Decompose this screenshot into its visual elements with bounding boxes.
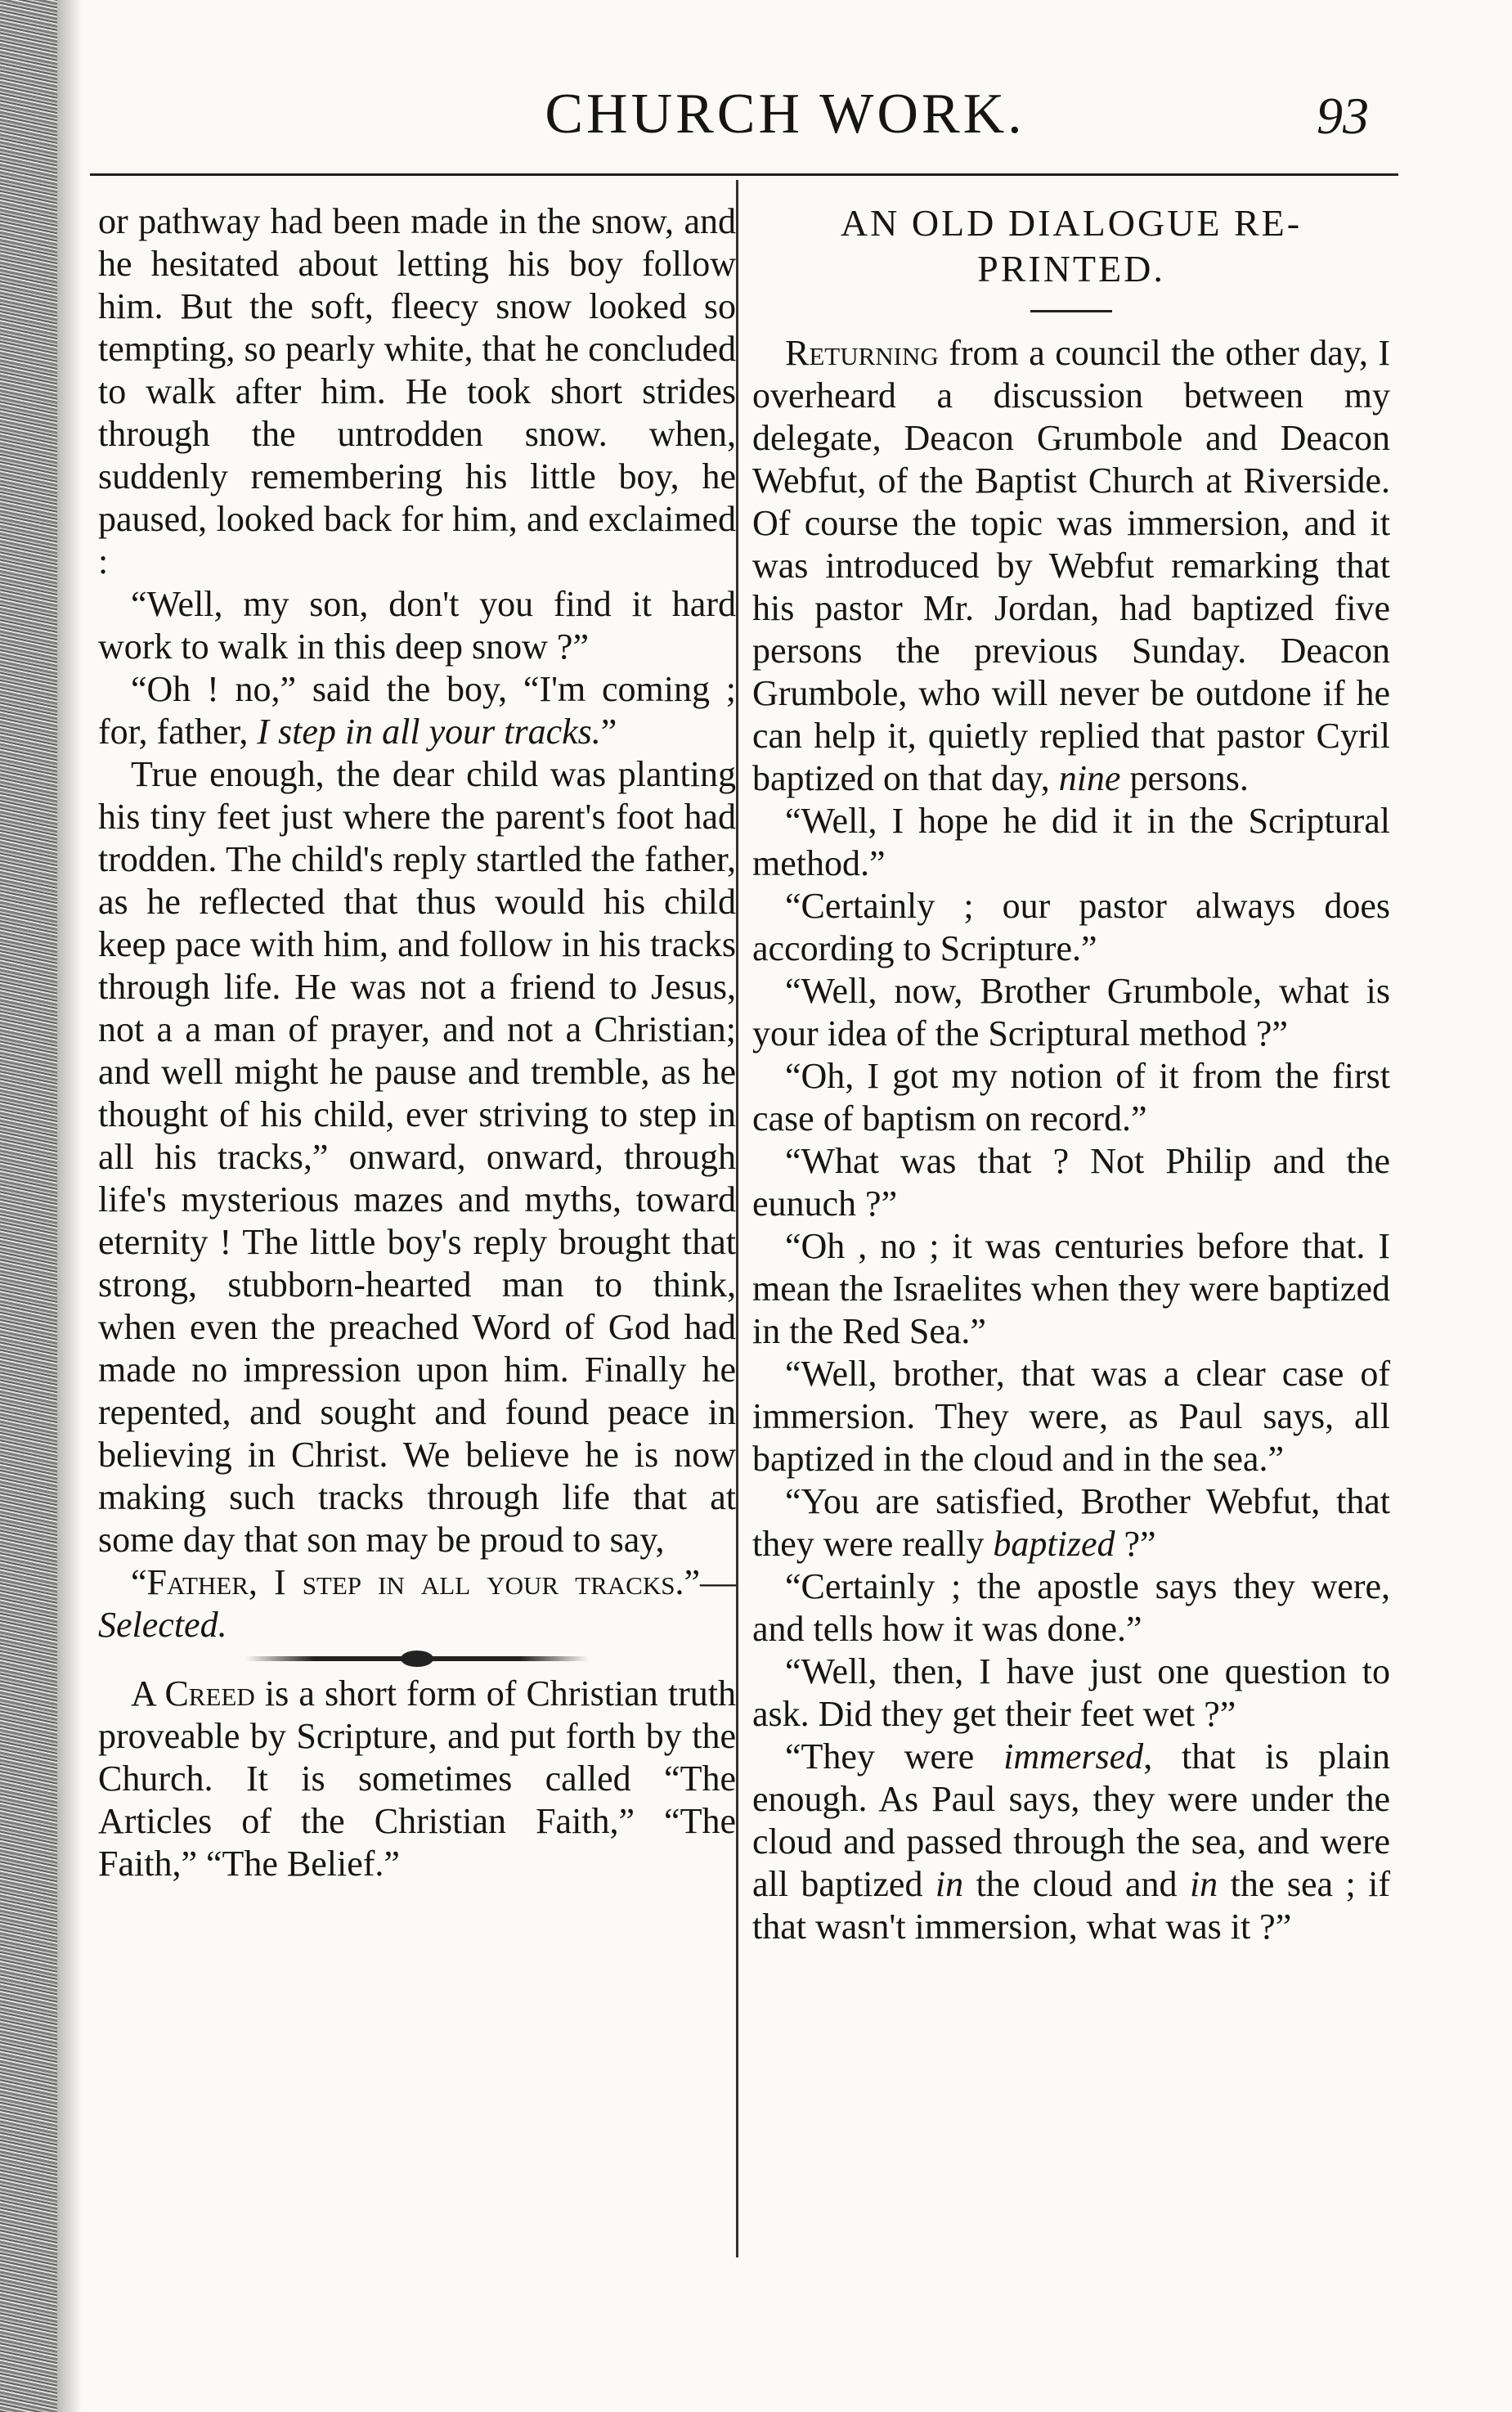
dialogue-line: “Certainly ; our pastor always does according to Scripture.” — [752, 886, 1390, 968]
column-divider — [736, 180, 738, 2257]
dialogue-line: “Well, now, Brother Grumbole, what is your idea of the Scriptural method ?” — [752, 971, 1390, 1053]
closing-dash: — — [700, 1562, 736, 1602]
right-column — [752, 200, 1390, 1948]
binding-shadow — [57, 0, 82, 2412]
dialogue-line — [752, 1736, 1390, 1948]
dialogue-line: “Certainly ; the apostle says they were, and tells how it was done.” — [752, 1566, 1390, 1649]
dialogue-line: “What was that ? Not Philip and the eunuch ?” — [752, 1141, 1390, 1224]
dialogue-line: “Oh, I got my notion of it from the first case of baptism on record.” — [752, 1056, 1390, 1139]
creed-text: is a short form of Christian truth proveable by Scripture, and put forth by the Church. It is sometimes called “The Articles of the Christian Faith,” “The Faith,” “The Belief.” — [98, 1673, 736, 1884]
page-number: 93 — [1317, 87, 1369, 145]
text-run: “They were — [785, 1736, 1004, 1776]
italic-run: in — [935, 1864, 964, 1904]
dialogue-line: “Oh , no ; it was centuries before that. I mean the Israelites when they were baptized in the Red Sea.” — [752, 1226, 1390, 1351]
text-run: ” — [600, 712, 617, 752]
italic-run: baptized — [993, 1524, 1115, 1564]
closing-quote: “Father, I step in all your tracks.” — [131, 1562, 700, 1602]
closing-source: Selected. — [98, 1605, 227, 1645]
text-run: “Oh ! no,” said the boy, “I'm coming ; for, father, — [98, 669, 736, 752]
left-column — [98, 200, 736, 1885]
creed-term: A Creed — [131, 1673, 255, 1714]
text-run: the cloud and — [963, 1864, 1190, 1904]
dialogue-line: “Well, brother, that was a clear case of immersion. They were, as Paul says, all baptized in the cloud and in the sea.” — [752, 1354, 1390, 1479]
title-rule — [1030, 310, 1112, 312]
dialogue-line: “Well, I hope he did it in the Scriptural method.” — [752, 801, 1390, 883]
page-binding-edge — [0, 0, 57, 2412]
text-run: “You are satisfied, Brother Webfut, that they were really — [752, 1481, 1390, 1564]
paragraph: or pathway had been made in the snow, and he hesitated about letting his boy follow him. But the soft, fleecy snow looked so tempting, so pearly white, that he concluded to walk after him. He took short strides through the untrodden snow. when, suddenly remembering his little boy, he paused, looked back for him, and exclaimed : — [98, 201, 736, 582]
header-rule — [90, 173, 1398, 176]
intro-lead: Returning — [785, 333, 939, 373]
italic-run: I step in all your tracks. — [257, 712, 601, 752]
closing-line — [98, 1561, 736, 1646]
running-head: CHURCH WORK. — [545, 83, 1025, 146]
creed-paragraph — [98, 1673, 736, 1885]
dialogue-line — [752, 1480, 1390, 1565]
ornamental-divider — [245, 1656, 589, 1661]
article-title: AN OLD DIALOGUE RE-PRINTED. — [840, 202, 1303, 290]
paragraph: “Well, my son, don't you find it hard work to walk in this deep snow ?” — [98, 584, 736, 667]
dialogue-line: “Well, then, I have just one question to ask. Did they get their feet wet ?” — [752, 1651, 1390, 1734]
text-run: the sea ; if that wasn't immersion, what was it ?” — [752, 1864, 1390, 1947]
text-run: from a council the other day, I overheard a discussion between my delegate, Deacon Grumbole and Deacon Webfut, of the Baptist Church at Riverside. Of course the topic was immersion, and it was introduced by Webfut remarking that his pastor Mr. Jordan, had baptized five persons the previous Sunday. Deacon Grumbole, who will never be outdone if he can help it, quietly replied that pastor Cyril baptized on that day, — [752, 333, 1390, 798]
paragraph: True enough, the dear child was planting his tiny feet just where the parent's foot had trodden. The child's reply startled the father, as he reflected that thus would his child keep pace with him, and follow in his tracks through life. He was not a friend to Jesus, not a a man of prayer, and not a Christian; and well might he pause and tremble, as he thought of his child, ever striving to step in all his tracks,” onward, onward, through life's mysterious mazes and myths, toward eternity ! The little boy's reply brought that strong, stubborn-hearted man to think, when even the preached Word of God had made no impression upon him. Finally he repented, and sought and found peace in believing in Christ. We believe he is now making such tracks through life that at some day that son may be proud to say, — [98, 754, 736, 1560]
intro-paragraph — [752, 332, 1390, 800]
italic-run: immersed — [1003, 1736, 1144, 1776]
text-run: , that is plain enough. As Paul says, they were under the cloud and passed through the sea, and were all baptized — [752, 1736, 1390, 1904]
paragraph — [98, 668, 736, 753]
text-run: persons. — [1120, 758, 1249, 798]
italic-run: in — [1189, 1864, 1218, 1904]
text-run: ?” — [1115, 1524, 1156, 1564]
italic-run: nine — [1058, 758, 1121, 798]
